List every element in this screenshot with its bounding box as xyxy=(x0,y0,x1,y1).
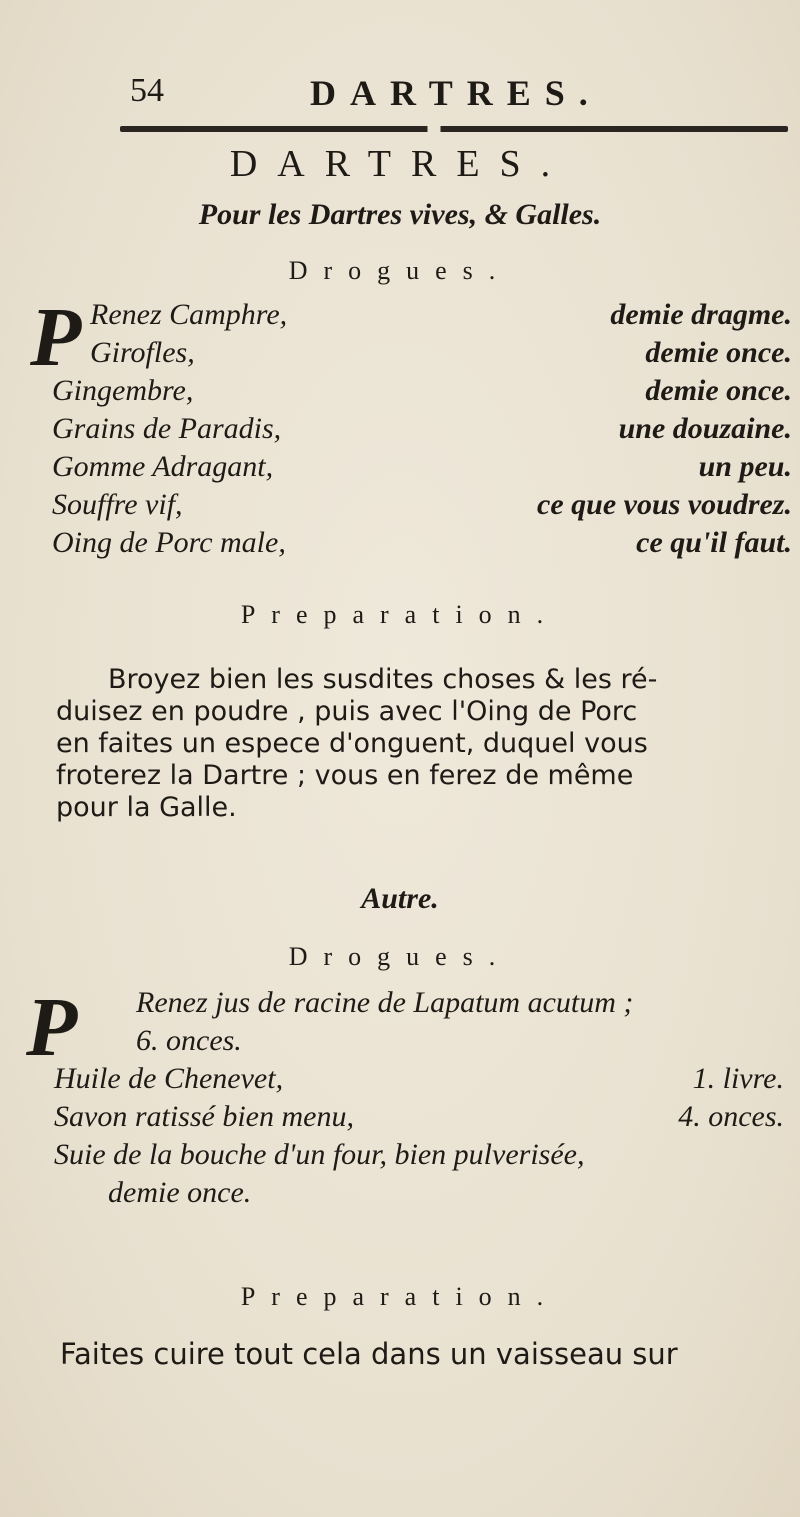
drop-cap-2: P xyxy=(26,981,78,1074)
drogues-heading-2: Drogues. xyxy=(288,942,512,971)
ingredient-name: Oing de Porc male, xyxy=(52,526,286,559)
ingredient-row xyxy=(52,450,792,488)
preparation-paragraph-2: Faites cuire tout cela dans un vaisseau sur xyxy=(60,1337,678,1371)
ingredient-row xyxy=(52,488,792,526)
ingredient-name: Renez Camphre, xyxy=(90,298,288,331)
ingredient-row xyxy=(52,298,792,336)
ingredient-name: Grains de Paradis, xyxy=(52,412,282,445)
text-line: Broyez bien les susdites choses & les ré- xyxy=(108,664,658,695)
ingredient-quantity: une douzaine. xyxy=(618,412,792,445)
ingredient-row xyxy=(52,526,792,564)
ingredient-name: Gomme Adragant, xyxy=(52,450,274,483)
preparation-paragraph-1 xyxy=(56,664,788,824)
ingredient-row xyxy=(52,412,792,450)
drogues-heading-1: Drogues. xyxy=(288,256,512,285)
running-title: DARTRES. xyxy=(310,73,602,113)
ingredient-line xyxy=(54,986,794,1024)
ingredient-quantity: un peu. xyxy=(698,450,792,483)
ingredient-line xyxy=(54,1062,794,1100)
ingredient-name: Gingembre, xyxy=(52,374,194,407)
ingredient-text: Savon ratissé bien menu, xyxy=(54,1100,354,1133)
ingredient-row xyxy=(52,374,792,412)
ingredient-quantity: 4. onces. xyxy=(678,1100,784,1133)
ingredient-text: demie once. xyxy=(108,1176,252,1209)
page-number: 54 xyxy=(130,72,164,109)
ingredient-line xyxy=(54,1176,794,1214)
ingredient-quantity: demie once. xyxy=(645,336,792,369)
ingredient-text: Huile de Chenevet, xyxy=(54,1062,284,1095)
recipe-2-title: Autre. xyxy=(361,882,439,915)
ingredient-quantity: 1. livre. xyxy=(692,1062,784,1095)
ingredient-quantity: demie dragme. xyxy=(610,298,792,331)
running-head xyxy=(120,72,720,122)
ingredient-text: 6. onces. xyxy=(136,1024,242,1057)
ingredient-name: Girofles, xyxy=(90,336,195,369)
ingredient-text: Suie de la bouche d'un four, bien pulverisée, xyxy=(54,1138,585,1171)
ingredient-list-2 xyxy=(54,986,794,1214)
chapter-title: DARTRES. xyxy=(229,143,571,185)
ingredient-text: Renez jus de racine de Lapatum acutum ; xyxy=(136,986,634,1019)
text-line: en faites un espece d'onguent, duquel vous xyxy=(56,728,648,759)
ingredient-row xyxy=(52,336,792,374)
preparation-heading-2: Preparation. xyxy=(240,1282,560,1311)
ingredient-line xyxy=(54,1138,794,1176)
ingredient-line xyxy=(54,1100,794,1138)
preparation-heading-1: Preparation. xyxy=(240,600,560,629)
ingredient-name: Souffre vif, xyxy=(52,488,183,521)
header-rule xyxy=(120,126,788,132)
text-line: pour la Galle. xyxy=(56,792,237,823)
ingredient-quantity: ce qu'il faut. xyxy=(636,526,792,559)
chapter-subtitle: Pour les Dartres vives, & Galles. xyxy=(198,198,602,231)
text-line: duisez en poudre , puis avec l'Oing de Porc xyxy=(56,696,638,727)
drop-cap-1: P xyxy=(30,291,82,384)
ingredient-quantity: ce que vous voudrez. xyxy=(537,488,792,521)
text-line: froterez la Dartre ; vous en ferez de même xyxy=(56,760,634,791)
ingredient-line xyxy=(54,1024,794,1062)
ingredient-quantity: demie once. xyxy=(645,374,792,407)
ingredient-list-1 xyxy=(52,298,792,564)
